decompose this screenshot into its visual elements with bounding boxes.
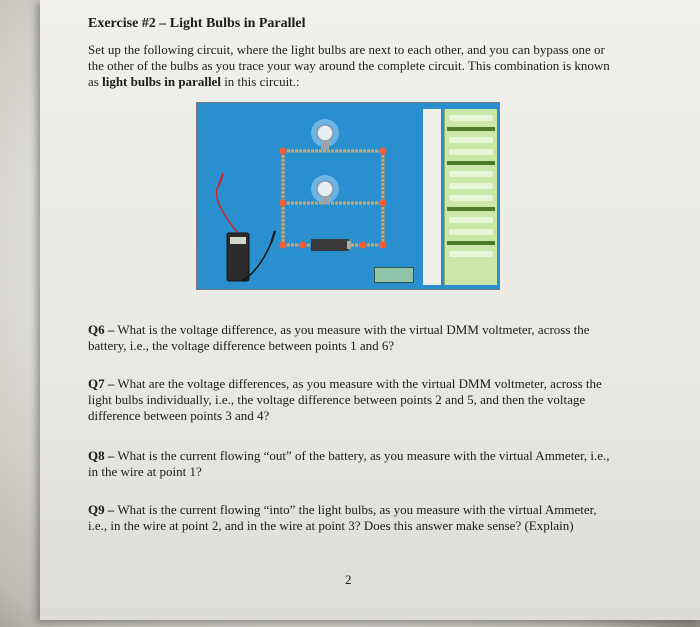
intro-bold-term: light bulbs in parallel: [102, 74, 221, 89]
intro-text-end: in this circuit.:: [220, 74, 300, 89]
question-number: Q7 –: [88, 376, 115, 391]
control-panel: [444, 109, 497, 285]
reset-all-button: [374, 267, 414, 283]
question-q9: [88, 502, 618, 534]
tool-palette: [423, 109, 441, 285]
question-text: What are the voltage differences, as you measure with the virtual DMM voltmeter, across the light bulbs individually, i.e., the voltage difference between points 2 and 5, and then the voltage difference between points 3 and 4?: [88, 376, 602, 423]
intro-paragraph: [88, 42, 613, 90]
page-title: Exercise #2 – Light Bulbs in Parallel: [88, 16, 306, 31]
multimeter-display: [230, 237, 246, 244]
bulb-base: [321, 140, 329, 150]
light-bulb-icon: [317, 181, 333, 197]
question-text: What is the current flowing “into” the light bulbs, as you measure with the virtual Ammeter, i.e., in the wire at point 2, and in the wire at point 3? Does this answer make sense? (Explain): [88, 502, 597, 533]
red-probe-tip: [219, 173, 223, 185]
question-number: Q9 –: [88, 502, 115, 517]
question-text: What is the current flowing “out” of the battery, as you measure with the virtual Ammeter, i.e., in the wire at point 1?: [88, 448, 610, 479]
question-q6: [88, 322, 618, 354]
battery-icon: [311, 239, 349, 251]
intro-text: Set up the following circuit, where the light bulbs are next to each other, and you can bypass one or the other of the bulbs as you trace your way around the complete circuit. This combination is known as: [88, 42, 610, 89]
battery-terminal: [347, 241, 351, 249]
question-q7: [88, 376, 618, 424]
page-number: 2: [345, 572, 352, 587]
light-bulb-icon: [317, 125, 333, 141]
bulb-base: [321, 196, 329, 204]
red-probe-lead: [216, 185, 238, 233]
question-text: What is the voltage difference, as you measure with the virtual DMM voltmeter, across the battery, i.e., the voltage difference between points 1 and 6?: [88, 322, 590, 353]
question-number: Q6 –: [88, 322, 115, 337]
question-q8: [88, 448, 618, 480]
black-probe-tip: [271, 231, 275, 243]
circuit-simulation-screenshot: [196, 102, 500, 290]
question-number: Q8 –: [88, 448, 115, 463]
